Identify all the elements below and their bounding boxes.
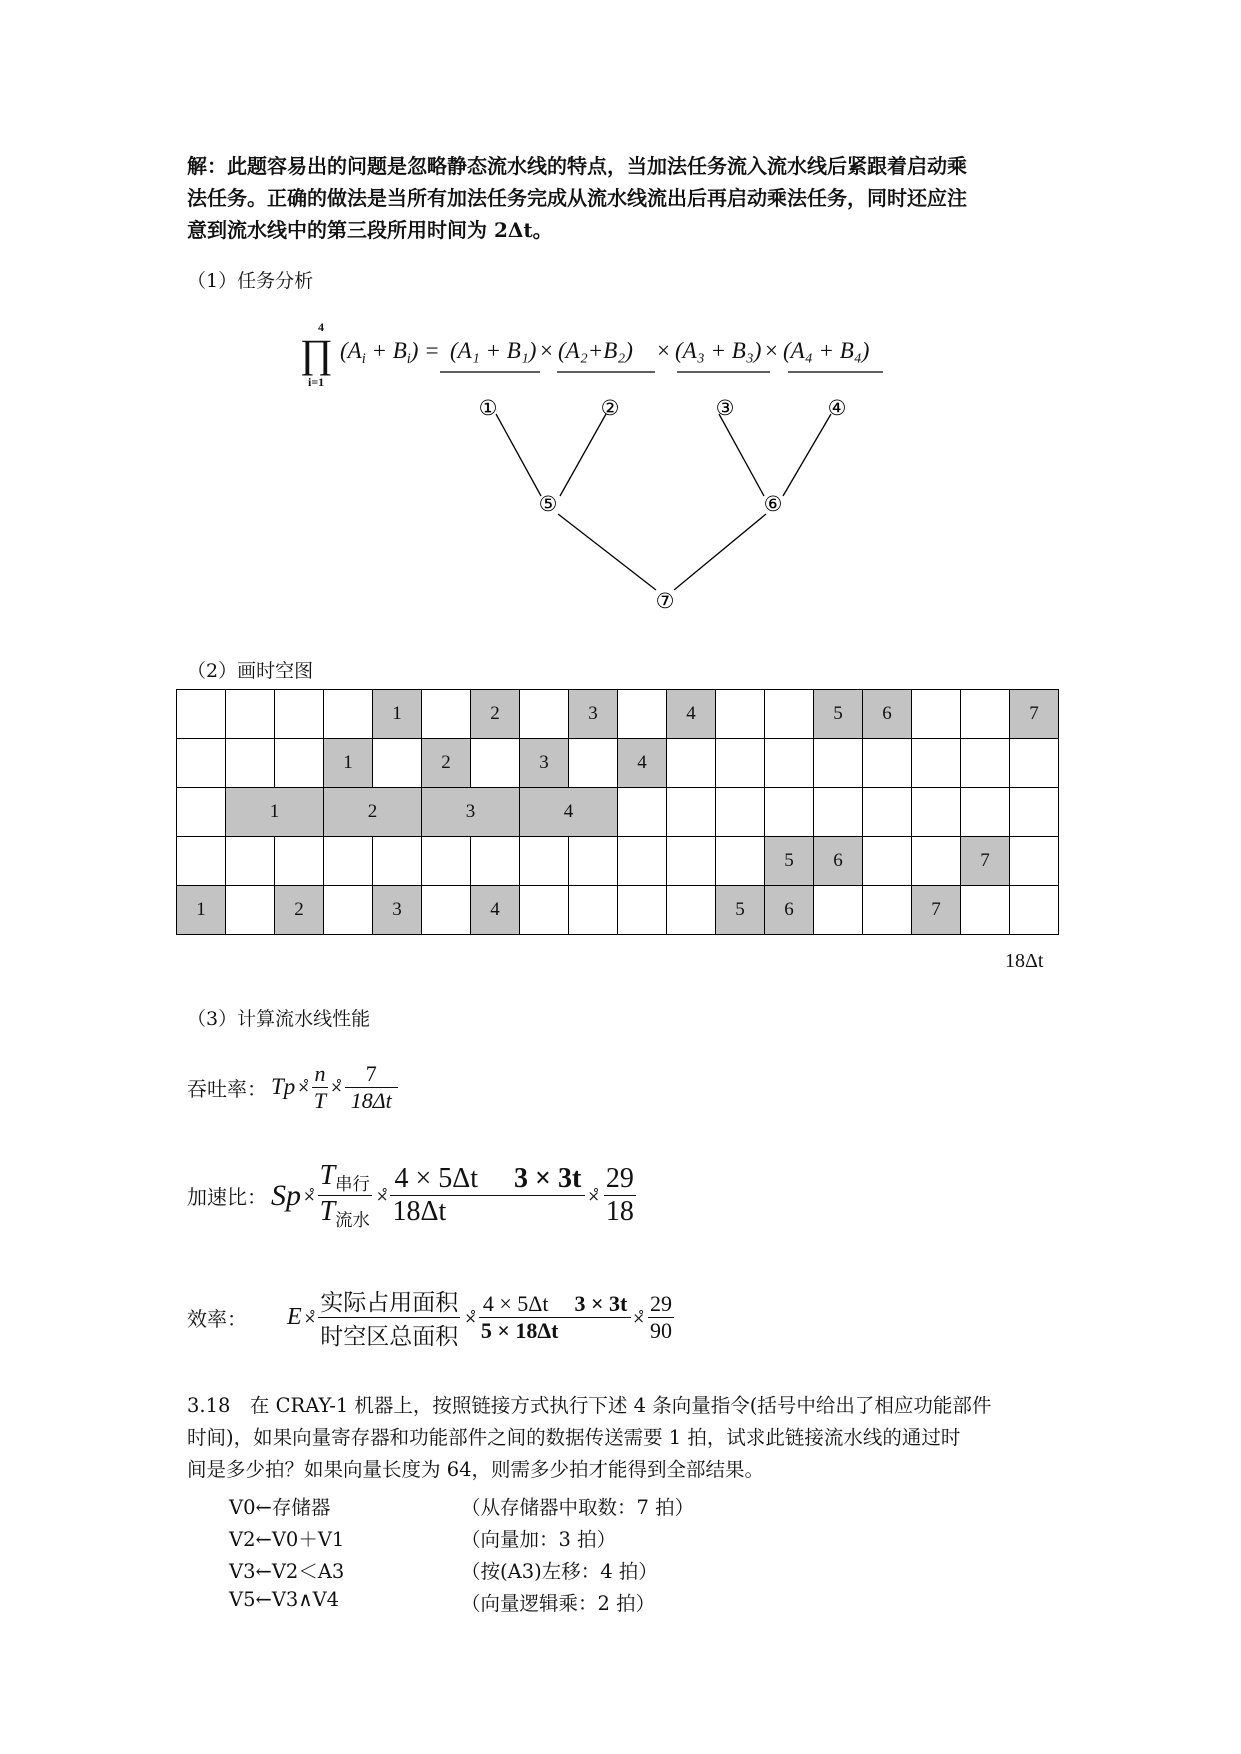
grid-cell-empty [520, 690, 569, 739]
section-1-title: （1）任务分析 [187, 270, 314, 292]
grid-cell-empty [275, 837, 324, 886]
tree-node-5: ⑤ [538, 492, 558, 516]
speedup-symbol: Sp [271, 1178, 301, 1212]
efficiency-area-den: 时空区总面积 [318, 1317, 460, 1351]
grid-cell-task: 7 [1010, 690, 1059, 739]
grid-cell-empty [177, 788, 226, 837]
speedup-t-serial: $T_{串行}$ [319, 1159, 370, 1195]
throughput-eq-1: ×̊ [297, 1078, 310, 1096]
grid-row [177, 788, 1059, 837]
tree-node-4: ④ [827, 396, 847, 420]
grid-cell-task: 7 [961, 837, 1010, 886]
grid-cell-empty [912, 739, 961, 788]
grid-cell-empty [814, 788, 863, 837]
efficiency-eq-2: ×̊ [464, 1308, 477, 1327]
grid-cell-empty [373, 837, 422, 886]
grid-cell-task: 3 [422, 788, 520, 837]
throughput-formula [187, 1052, 398, 1122]
grid-cell-empty [324, 886, 373, 935]
grid-cell-empty [961, 788, 1010, 837]
edge-5-7 [558, 514, 656, 590]
grid-cell-empty [422, 886, 471, 935]
instruction-op-2: V2←V0＋V1 [229, 1528, 345, 1551]
grid-cell-empty [814, 739, 863, 788]
efficiency-area-num: 实际占用面积 [320, 1290, 459, 1316]
grid-row [177, 690, 1059, 739]
efficiency-expr-den: 5 × 18Δt [479, 1317, 632, 1344]
speedup-res-num: 29 [605, 1163, 634, 1194]
grid-cell-task: 5 [716, 886, 765, 935]
throughput-n: n [314, 1060, 326, 1086]
grid-cell-empty [667, 788, 716, 837]
grid-cell-empty [716, 837, 765, 886]
grid-cell-task: 6 [814, 837, 863, 886]
tree-node-1: ① [478, 396, 498, 420]
grid-cell-empty [961, 690, 1010, 739]
intro-line-1: 解：此题容易出的问题是忽略静态流水线的特点，当加法任务流入流水线后紧跟着启动乘 [187, 154, 967, 178]
total-time-label: 18Δt [1005, 950, 1044, 972]
speedup-frac-expr [392, 1163, 583, 1228]
instruction-comment-2: （向量加：3 拍） [461, 1528, 617, 1551]
product-operand: $(A_i + B_i)$ = [340, 338, 440, 367]
throughput-frac-nT [312, 1061, 328, 1114]
grid-cell-empty [667, 739, 716, 788]
edge-1-5 [496, 414, 541, 496]
grid-cell-empty [569, 837, 618, 886]
times-3: × [765, 338, 778, 363]
section-2-title: （2）画时空图 [187, 660, 314, 682]
grid-cell-empty [765, 739, 814, 788]
speedup-frac-result [604, 1163, 636, 1228]
grid-cell-empty [912, 788, 961, 837]
grid-cell-empty [422, 690, 471, 739]
instruction-op-3: V3←V2＜A3 [229, 1560, 345, 1583]
grid-cell-empty [863, 788, 912, 837]
grid-cell-empty [618, 837, 667, 886]
grid-cell-task: 3 [373, 886, 422, 935]
efficiency-eq-1: ×̊ [303, 1308, 317, 1327]
grid-cell-empty [177, 837, 226, 886]
grid-cell-task: 2 [422, 739, 471, 788]
question-line-2: 时间)，如果向量寄存器和功能部件之间的数据传送需要 1 拍，试求此链接流水线的通过时 [187, 1426, 961, 1449]
grid-cell-task: 1 [373, 690, 422, 739]
speedup-t-pipe: $T_{流水}$ [319, 1196, 370, 1232]
grid-cell-task: 5 [765, 837, 814, 886]
grid-cell-empty [422, 837, 471, 886]
grid-cell-task: 2 [471, 690, 520, 739]
speedup-label: 加速比： [187, 1185, 267, 1209]
grid-cell-empty [226, 886, 275, 935]
grid-cell-task: 5 [814, 690, 863, 739]
speedup-res-den: 18 [605, 1196, 634, 1227]
section-3-title: （3）计算流水线性能 [187, 1008, 371, 1030]
instruction-comment-4: （向量逻辑乘：2 拍） [461, 1592, 656, 1615]
speedup-eq-3: ×̊ [587, 1186, 600, 1205]
grid-cell-task: 4 [520, 788, 618, 837]
throughput-eq-2: ×̊ [330, 1078, 343, 1096]
task-dependency-tree [440, 370, 900, 620]
grid-cell-empty [667, 886, 716, 935]
instruction-comment-3: （按(A3)左移：4 拍） [461, 1560, 658, 1583]
grid-cell-empty [716, 739, 765, 788]
speedup-expr-den: 18Δt [390, 1195, 585, 1228]
speedup-expr-num: 4 × 5Δt 3 × 3t [394, 1163, 582, 1194]
efficiency-frac-expr [481, 1291, 630, 1344]
speedup-eq-1: ×̊ [303, 1186, 316, 1205]
grid-cell-empty [177, 690, 226, 739]
product-upper-limit: 4 [318, 320, 324, 334]
grid-row [177, 886, 1059, 935]
factor-1: (A₁ + B₁) [450, 338, 537, 363]
intro-paragraph [187, 150, 1067, 246]
grid-cell-task: 3 [569, 690, 618, 739]
throughput-T: T [313, 1087, 327, 1113]
grid-cell-empty [324, 690, 373, 739]
product-lower-limit: i=1 [308, 375, 325, 389]
efficiency-frac-area [318, 1284, 460, 1351]
product-symbol: ∏ [300, 331, 333, 376]
grid-cell-task: 6 [863, 690, 912, 739]
speedup-formula [187, 1148, 636, 1243]
question-line-3: 间是多少拍？如果向量长度为 64，则需多少拍才能得到全部结果。 [187, 1458, 765, 1481]
efficiency-formula [187, 1280, 674, 1355]
grid-row [177, 837, 1059, 886]
times-2: × [657, 338, 670, 363]
instruction-comment-1: （从存储器中取数：7 拍） [461, 1496, 695, 1519]
grid-cell-empty [912, 690, 961, 739]
grid-cell-empty [912, 837, 961, 886]
grid-cell-empty [569, 739, 618, 788]
factor-3: (A₃ + B₃) [675, 338, 762, 363]
throughput-num: 7 [365, 1060, 377, 1086]
edge-6-7 [674, 514, 766, 590]
grid-cell-empty [275, 739, 324, 788]
throughput-symbol: Tp [271, 1074, 296, 1099]
grid-cell-task: 1 [324, 739, 373, 788]
grid-cell-empty [275, 690, 324, 739]
efficiency-symbol: E [287, 1304, 302, 1330]
throughput-label: 吞吐率： [187, 1076, 267, 1101]
times-1: × [540, 338, 553, 363]
question-line-1: 3.18 在 CRAY-1 机器上，按照链接方式执行下述 4 条向量指令(括号中给出了相应功能部件 [187, 1394, 992, 1417]
grid-cell-empty [716, 788, 765, 837]
grid-cell-empty [618, 690, 667, 739]
grid-cell-empty [618, 886, 667, 935]
intro-line-2: 法任务。正确的做法是当所有加法任务完成从流水线流出后再启动乘法任务，同时还应注 [187, 186, 967, 210]
grid-cell-empty [373, 739, 422, 788]
grid-cell-empty [961, 739, 1010, 788]
instruction-op-4: V5←V3∧V4 [229, 1588, 340, 1611]
grid-cell-empty [226, 739, 275, 788]
grid-cell-task: 4 [667, 690, 716, 739]
tree-node-3: ③ [715, 396, 735, 420]
grid-cell-empty [814, 886, 863, 935]
grid-cell-empty [520, 837, 569, 886]
grid-cell-task: 2 [275, 886, 324, 935]
grid-cell-task: 3 [520, 739, 569, 788]
edge-4-6 [783, 414, 831, 496]
grid-cell-empty [471, 739, 520, 788]
tree-node-7: ⑦ [655, 589, 675, 613]
efficiency-eq-3: ×̊ [632, 1308, 645, 1327]
speedup-frac-t [318, 1160, 372, 1231]
intro-line-3: 意到流水线中的第三段所用时间为 2Δt。 [187, 218, 553, 242]
grid-cell-empty [765, 788, 814, 837]
grid-cell-empty [226, 690, 275, 739]
grid-cell-empty [716, 690, 765, 739]
grid-cell-empty [1010, 837, 1059, 886]
efficiency-expr-num: 4 × 5Δt 3 × 3t [482, 1291, 628, 1316]
grid-cell-task: 6 [765, 886, 814, 935]
tree-node-2: ② [600, 396, 620, 420]
grid-cell-empty [618, 788, 667, 837]
grid-row [177, 739, 1059, 788]
efficiency-frac-result [648, 1291, 674, 1344]
throughput-frac-value [345, 1061, 398, 1114]
throughput-den: 18Δt [345, 1087, 398, 1114]
grid-cell-empty [1010, 886, 1059, 935]
grid-cell-task: 4 [618, 739, 667, 788]
grid-cell-empty [1010, 788, 1059, 837]
grid-cell-task: 1 [177, 886, 226, 935]
grid-cell-task: 2 [324, 788, 422, 837]
grid-cell-empty [1010, 739, 1059, 788]
question-3-18 [187, 1390, 1067, 1486]
grid-cell-empty [471, 837, 520, 886]
grid-cell-empty [765, 690, 814, 739]
space-time-diagram [176, 689, 1059, 935]
grid-cell-empty [863, 739, 912, 788]
speedup-eq-2: ×̊ [375, 1186, 389, 1205]
grid-cell-task: 1 [226, 788, 324, 837]
grid-cell-task: 4 [471, 886, 520, 935]
factor-2: (A₂+B₂) [558, 338, 633, 363]
grid-cell-empty [569, 886, 618, 935]
factor-4: (A₄ + B₄) [783, 338, 870, 363]
grid-cell-empty [177, 739, 226, 788]
grid-cell-empty [667, 837, 716, 886]
grid-cell-empty [863, 886, 912, 935]
edge-3-6 [719, 414, 764, 496]
instruction-op-1: V0←存储器 [229, 1496, 331, 1519]
grid-cell-empty [324, 837, 373, 886]
grid-cell-empty [961, 886, 1010, 935]
grid-cell-empty [520, 886, 569, 935]
tree-node-6: ⑥ [763, 492, 783, 516]
edge-2-5 [560, 414, 606, 496]
grid-cell-task: 7 [912, 886, 961, 935]
grid-cell-empty [226, 837, 275, 886]
grid-cell-empty [863, 837, 912, 886]
efficiency-res-num: 29 [649, 1291, 672, 1316]
efficiency-label: 效率： [187, 1307, 247, 1331]
efficiency-res-den: 90 [649, 1318, 672, 1343]
